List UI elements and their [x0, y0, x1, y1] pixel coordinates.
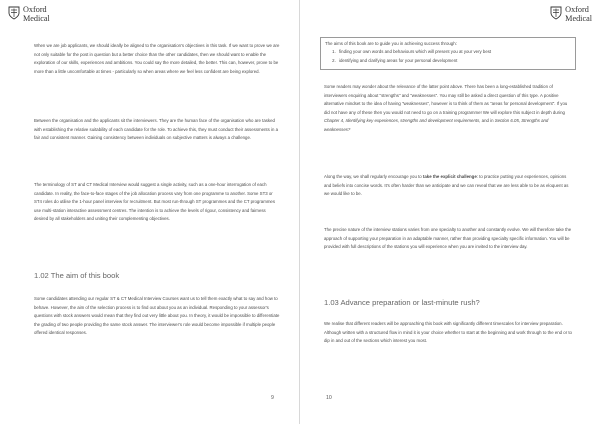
text-run: : to practice putting your experiences, opinions and beliefs into concise words. It's often harder than we anticipate and we can reveal that we are less able to be as eloquent as we would like to be.: [324, 174, 569, 197]
paragraph: The precise nature of the interview stations varies from one specialty to another and constantly evolve. We will therefore take the approach of supporting your preparation in an adaptable manner, rather than providing specialty specific information. You will be provided with full descriptions of the stations you will experience when you are invited to the interview day.: [324, 227, 572, 250]
text-run: Along the way, we shall regularly encourage you to: [324, 174, 423, 179]
paragraph: Between the organisation and the applicants sit the interviewers. They are the human face of the organisation who are tasked with establishing the relative suitability of each candidate for the role. To achieve this, they must conduct their assessments in a fair and consistent manner. Gaining consistency between individuals on subjective matters is always a challenge.: [34, 118, 279, 141]
aims-list: [325, 48, 575, 65]
right-page: [300, 0, 600, 424]
paragraph: The terminology of ST and CT Medical Interview would suggest a single activity, such as a one-hour interrogation of each candidate. In reality, the face-to-face stages of the job allocation process vary from one programme to another. Some ST3 or ST4 roles do utilise the 1-hour panel interview for recruitment. But most run-through ST programmes and the CT programmes use multi-station interactive assessment centres. The intention is to achieve the levels of rigour, consistency and fairness desired by all stakeholders and uniting their complementing objectives.: [34, 182, 276, 222]
brand-logo: [8, 6, 50, 23]
section-heading: 1.02 The aim of this book: [34, 271, 120, 280]
bold-emphasis: take the explicit challenge: [422, 174, 477, 179]
italic-ref: Chapter 4, Identifying key experiences, strengths and development requirements,: [324, 118, 481, 124]
brand-logo: [550, 6, 592, 23]
left-body: [34, 181, 280, 224]
right-body: [324, 226, 574, 252]
right-body: [324, 320, 574, 346]
left-body: [34, 117, 280, 143]
paragraph: Some candidates attending our regular ST & CT Medical Interview Courses want us to tell them exactly what to say and how to behave. However, the aim of the selection process is to find out about you as an individual. Responding to your assessor's questions with stock answers would mean that they find out very little about you. In theory, it would be impossible to differentiate the grading of two people providing the same stock answer. The interviewer's role would become impossible if multiple people offered identical responses.: [34, 296, 280, 336]
paragraph: When we are job applicants, we should ideally be aligned to the organisation's objectives in this task. If we want to prove we are not only suitable for the post in question but a better choice than the other candidates, then we should want to enable the exploration of our skills, experiences and ambitions. You could say the more detailed, the better. This can, however, prove to be more than a little uncomfortable at times - particularly so when areas where we feel less confident are being explored.: [34, 43, 280, 74]
aims-item: 1. finding your own words and behaviours which will present you at your very best: [337, 48, 575, 56]
aims-item: 2. identifying and clarifying areas for your personal development: [337, 57, 575, 65]
text-run: Some readers may wonder about the relevance of the latter point above. There has been a long-established tradition of interviewers enquiring about "strengths" and "weaknesses". You may still be asked a direct question of this type. A positive alternative mindset to the idea of having "weaknesses", however is to think of them as "areas for personal development". If you did not have any of these then you would not need to go on a training programme! We will explore this subject in depth during: [324, 84, 568, 115]
left-body: [34, 42, 280, 76]
paragraph: [324, 173, 574, 199]
crest-icon: [8, 6, 20, 20]
aims-box: [320, 37, 576, 70]
section-heading: 1.03 Advance preparation or last-minute rush?: [324, 298, 480, 307]
brand-line2: Medical: [565, 13, 592, 23]
paragraph: [324, 83, 574, 134]
paragraph: We realise that different readers will be approaching this book with significantly different timescales for interview preparation. Although written with a structured flow in mind it is your choice whether to start at the beginning and work through to the end or to dip in and out of the sections which interest you most.: [324, 321, 572, 344]
right-body: [324, 83, 574, 134]
text-run: and in: [480, 118, 495, 124]
italic-ref: Section 6.05, Strengths and weaknesses?: [324, 118, 549, 132]
right-body: [324, 173, 574, 199]
brand-line2: Medical: [23, 13, 50, 23]
page-number: 9: [271, 395, 274, 401]
aims-intro: The aims of this book are to guide you in achieving success through:: [325, 41, 457, 46]
page-number: 10: [326, 395, 332, 401]
left-body: [34, 295, 280, 338]
brand-line1: Oxford: [565, 5, 589, 14]
brand-line1: Oxford: [23, 5, 47, 14]
crest-icon: [550, 6, 562, 20]
